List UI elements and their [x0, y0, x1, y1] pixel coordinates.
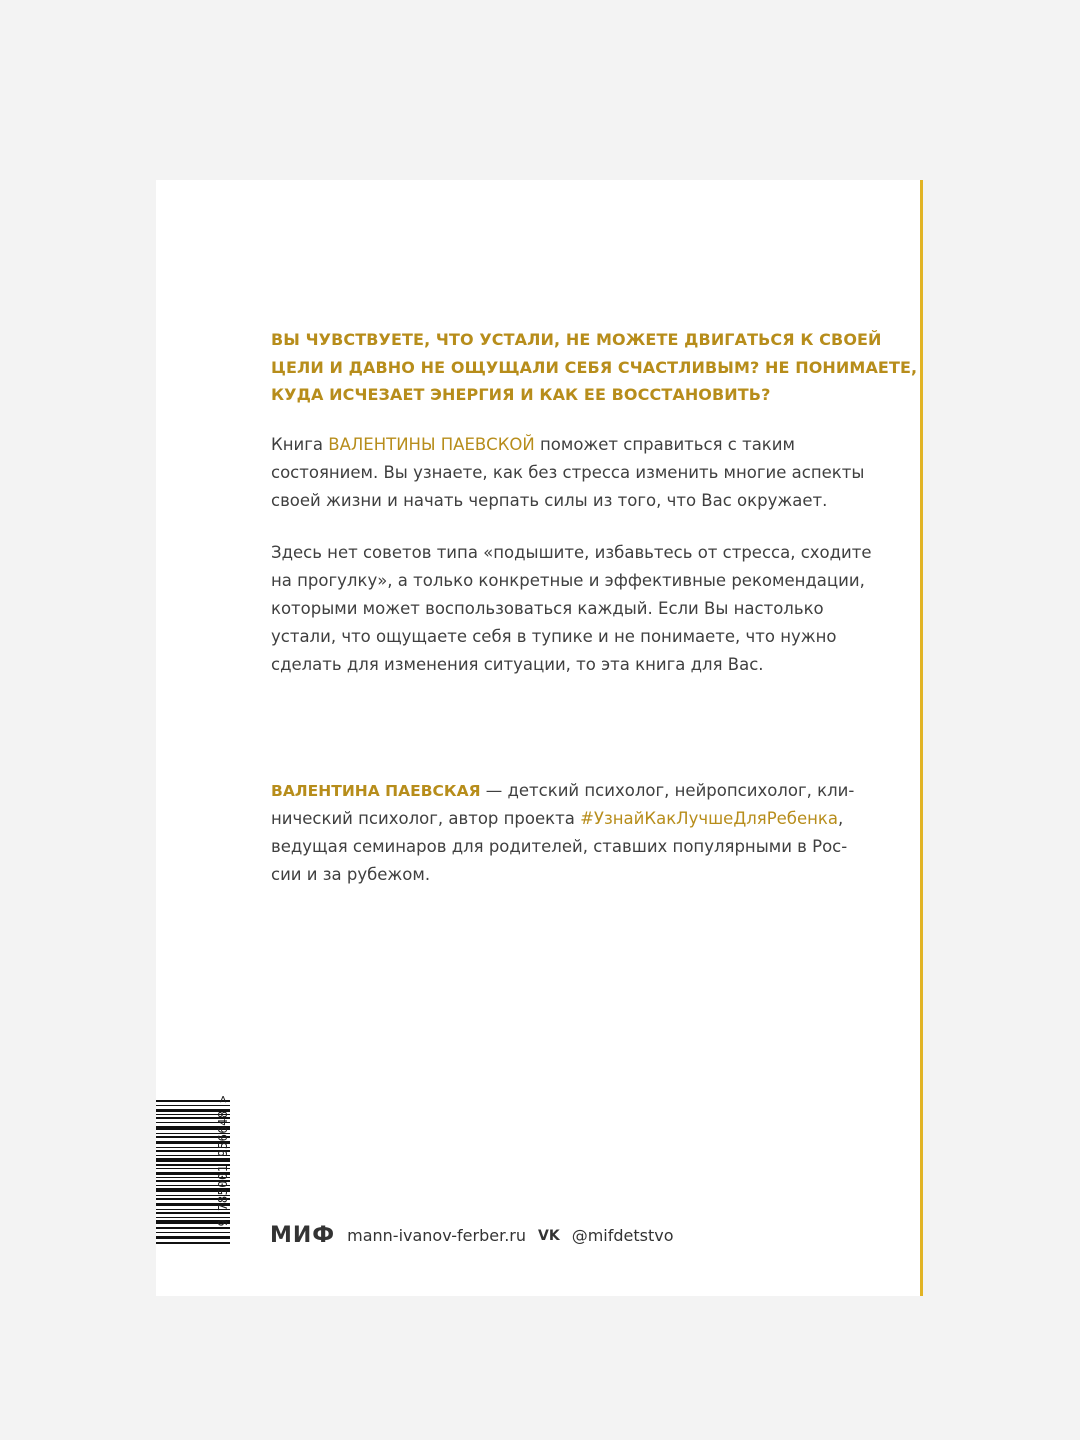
- paragraph-2-line-4: устали, что ощущаете себя в тупике и не понимаете, что нужно: [271, 626, 837, 646]
- book-back-cover: [156, 180, 920, 1296]
- description-paragraph-1: [271, 431, 865, 515]
- paragraph-1-line-1-suffix: поможет справиться с таким: [534, 434, 795, 454]
- author-name-highlight: ВАЛЕНТИНЫ ПАЕВСКОЙ: [328, 434, 535, 454]
- isbn-text-wrapper: [209, 1095, 237, 1253]
- headline-line-1: ВЫ ЧУВСТВУЕТЕ, ЧТО УСТАЛИ, НЕ МОЖЕТЕ ДВИГАТЬСЯ К СВОЕЙ: [271, 330, 882, 349]
- social-handle-link[interactable]: @mifdetstvo: [571, 1226, 674, 1245]
- publisher-footer: [270, 1224, 674, 1248]
- author-bio-line-2-suffix: ,: [838, 808, 844, 828]
- paragraph-1-line-2: состоянием. Вы узнаете, как без стресса изменить многие аспекты: [271, 462, 865, 482]
- author-bio-line-2-prefix: нический психолог, автор проекта: [271, 808, 581, 828]
- paragraph-1-line-3: своей жизни и начать черпать силы из того, что Вас окружает.: [271, 490, 828, 510]
- paragraph-2-line-3: которыми может воспользоваться каждый. Если Вы настолько: [271, 598, 824, 618]
- author-bio-name: ВАЛЕНТИНА ПАЕВСКАЯ: [271, 781, 481, 800]
- author-bio-line-3: ведущая семинаров для родителей, ставших популярными в Рос-: [271, 836, 848, 856]
- headline: [271, 326, 918, 409]
- paragraph-1-line-1-prefix: Книга: [271, 434, 329, 454]
- cover-text-content: [271, 326, 918, 889]
- spine-accent-line: [920, 180, 923, 1296]
- paragraph-2-line-1: Здесь нет советов типа «подышите, избавьтесь от стресса, сходите: [271, 542, 872, 562]
- headline-line-3: КУДА ИСЧЕЗАЕТ ЭНЕРГИЯ И КАК ЕЕ ВОССТАНОВИТЬ?: [271, 385, 771, 404]
- project-hashtag: #УзнайКакЛучшеДляРебенка: [580, 808, 838, 828]
- vk-icon: VK: [538, 1228, 560, 1244]
- author-bio-line-1-suffix: — детский психолог, нейропсихолог, кли-: [480, 780, 855, 800]
- author-bio-line-4: сии и за рубежом.: [271, 864, 431, 884]
- publisher-website-link[interactable]: mann-ivanov-ferber.ru: [347, 1226, 526, 1245]
- headline-line-2: ЦЕЛИ И ДАВНО НЕ ОЩУЩАЛИ СЕБЯ СЧАСТЛИВЫМ? НЕ ПОНИМАЕТЕ,: [271, 357, 918, 377]
- paragraph-2-line-2: на прогулку», а только конкретные и эффективные рекомендации,: [271, 570, 865, 590]
- publisher-logo: МИФ: [270, 1223, 336, 1248]
- paragraph-2-line-5: сделать для изменения ситуации, то эта книга для Вас.: [271, 654, 764, 674]
- description-paragraph-2: [271, 539, 872, 679]
- author-bio: [271, 777, 855, 889]
- isbn-number: 9 785001 956648 >: [216, 1095, 230, 1227]
